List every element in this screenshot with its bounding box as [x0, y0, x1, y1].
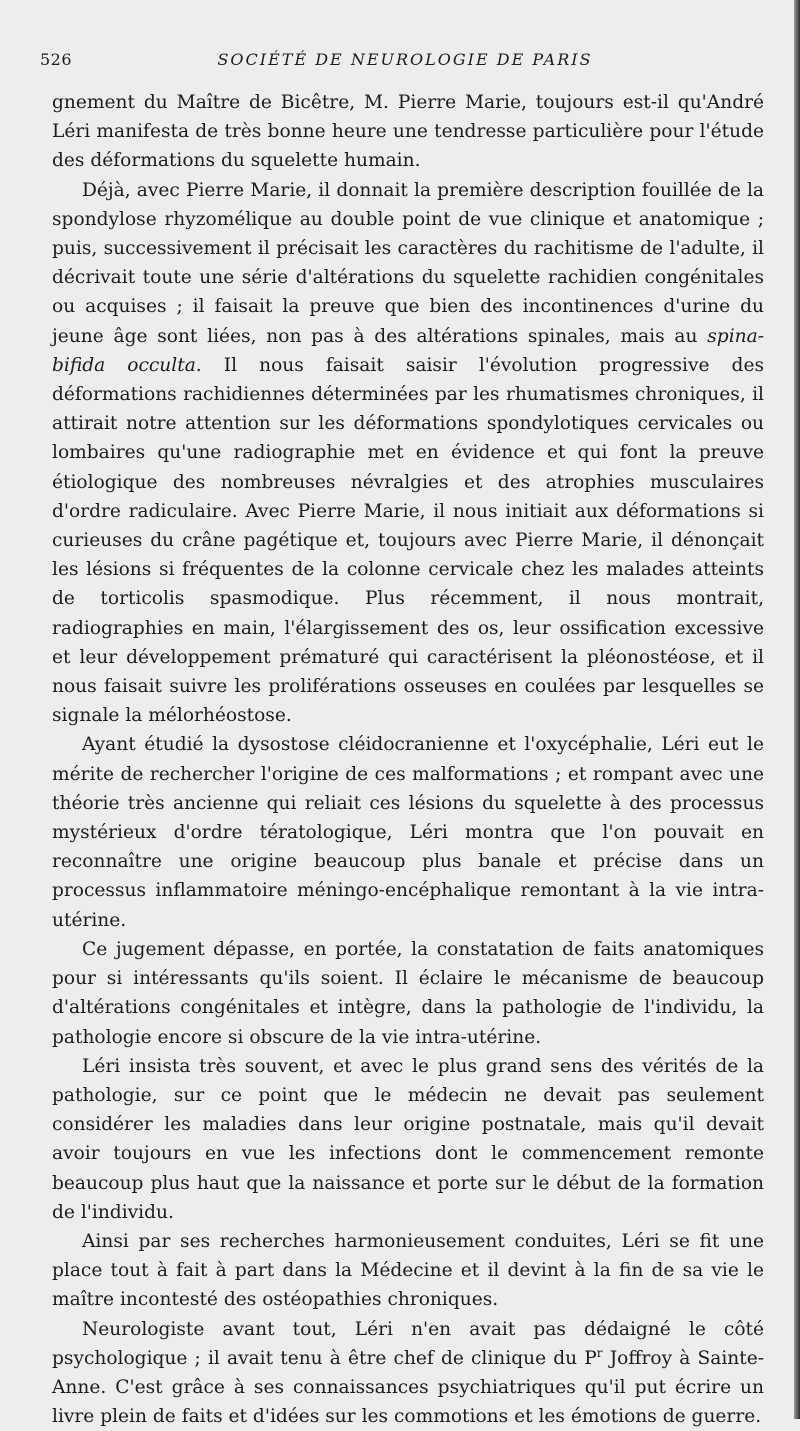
- paragraph-6: [52, 1227, 764, 1315]
- paragraph-4-text: Ce jugement dépasse, en portée, la constatation de faits anatomiques pour si intéressants qu'ils soient. Il éclaire le mécanisme de beaucoup d'altérations congénitales et intègre, dans la pathologie de l'individu, la pathologie encore si obscure de la vie intra-utérine.: [52, 938, 764, 1048]
- paragraph-5-text: Léri insista très souvent, et avec le plus grand sens des vérités de la pathologie, sur ce point que le médecin ne devait pas seulement considérer les maladies dans leur origine postnatale, mais qu'il devait avoir toujours en vue les infections dont le commencement remonte beaucoup plus haut que la naissance et porte sur le début de la formation de l'individu.: [52, 1055, 764, 1223]
- paragraph-4: [52, 935, 764, 1052]
- paragraph-2-text-start: Déjà, avec Pierre Marie, il donnait la première description fouillée de la spondylose rhyzomélique au double point de vue clinique et anatomique ; puis, successivement il précisait les caractères du rachitisme de l'adulte, il décrivait toute une série d'altérations du squelette rachidien congénitales ou acquises ; il faisait la preuve que bien des incontinences d'urine du jeune âge sont liées, non pas à des altérations spinales, mais au: [52, 179, 764, 347]
- page-number: 526: [40, 50, 73, 69]
- paragraph-5: [52, 1052, 764, 1227]
- page-header: [40, 44, 770, 74]
- paragraph-7-text-end: Joffroy à Sainte-Anne. C'est grâce à ses connaissances psychiatriques qu'il put écrire un livre plein de faits et d'idées sur les commotions et les émotions de guerre.: [52, 1347, 765, 1428]
- paragraph-3: [52, 730, 764, 934]
- paragraph-7-text-start: Neurologiste avant tout, Léri n'en avait pas dédaigné le côté psychologique ; il avait tenu à être chef de clinique du P: [52, 1318, 764, 1369]
- paragraph-2-italic-term: spina-bifida occulta: [52, 325, 764, 376]
- paragraph-2: [52, 176, 764, 731]
- body-text: [52, 88, 764, 1431]
- paragraph-2-text-end: . Il nous faisait saisir l'évolution progressive des déformations rachidiennes déterminées par les rhumatismes chroniques, il attirait notre attention sur les déformations spondylotiques cervicales ou lombaires qu'une radiographie met en évidence et qui font la preuve étiologique des nombreuses névralgies et des atrophies musculaires d'ordre radiculaire. Avec Pierre Marie, il nous initiait aux déformations si curieuses du crâne pagétique et, toujours avec Pierre Marie, il dénonçait les lésions si fréquentes de la colonne cervicale chez les malades atteints de torticolis spasmodique. Plus récemment, il nous montrait, radiographies en main, l'élargissement des os, leur ossification excessive et leur développement prématuré qui caractérisent la pléonostéose, et il nous faisait suivre les proliférations osseuses en coulées par lesquelles se signale la mélorhéostose.: [52, 354, 764, 727]
- paragraph-7: [52, 1315, 764, 1431]
- paragraph-1-text: gnement du Maître de Bicêtre, M. Pierre Marie, toujours est-il qu'André Léri manifesta de très bonne heure une tendresse particulière pour l'étude des déformations du squelette humain.: [52, 92, 764, 172]
- paragraph-1: [52, 88, 764, 176]
- page-edge-shadow: [794, 0, 800, 1419]
- running-head: SOCIÉTÉ DE NEUROLOGIE DE PARIS: [217, 50, 593, 69]
- paragraph-7-superscript: r: [596, 1345, 603, 1360]
- paragraph-3-text: Ayant étudié la dysostose cléidocranienne et l'oxycéphalie, Léri eut le mérite de rechercher l'origine de ces malformations ; et rompant avec une théorie très ancienne qui reliait ces lésions du squelette à des processus mystérieux d'ordre tératologique, Léri montra que l'on pouvait en reconnaître une origine beaucoup plus banale et précise dans un processus inflammatoire méningo-encéphalique remontant à la vie intra-utérine.: [52, 734, 764, 931]
- paragraph-6-text: Ainsi par ses recherches harmonieusement conduites, Léri se fit une place tout à fait à part dans la Médecine et il devint à la fin de sa vie le maître incontesté des ostéopathies chroniques.: [52, 1230, 764, 1311]
